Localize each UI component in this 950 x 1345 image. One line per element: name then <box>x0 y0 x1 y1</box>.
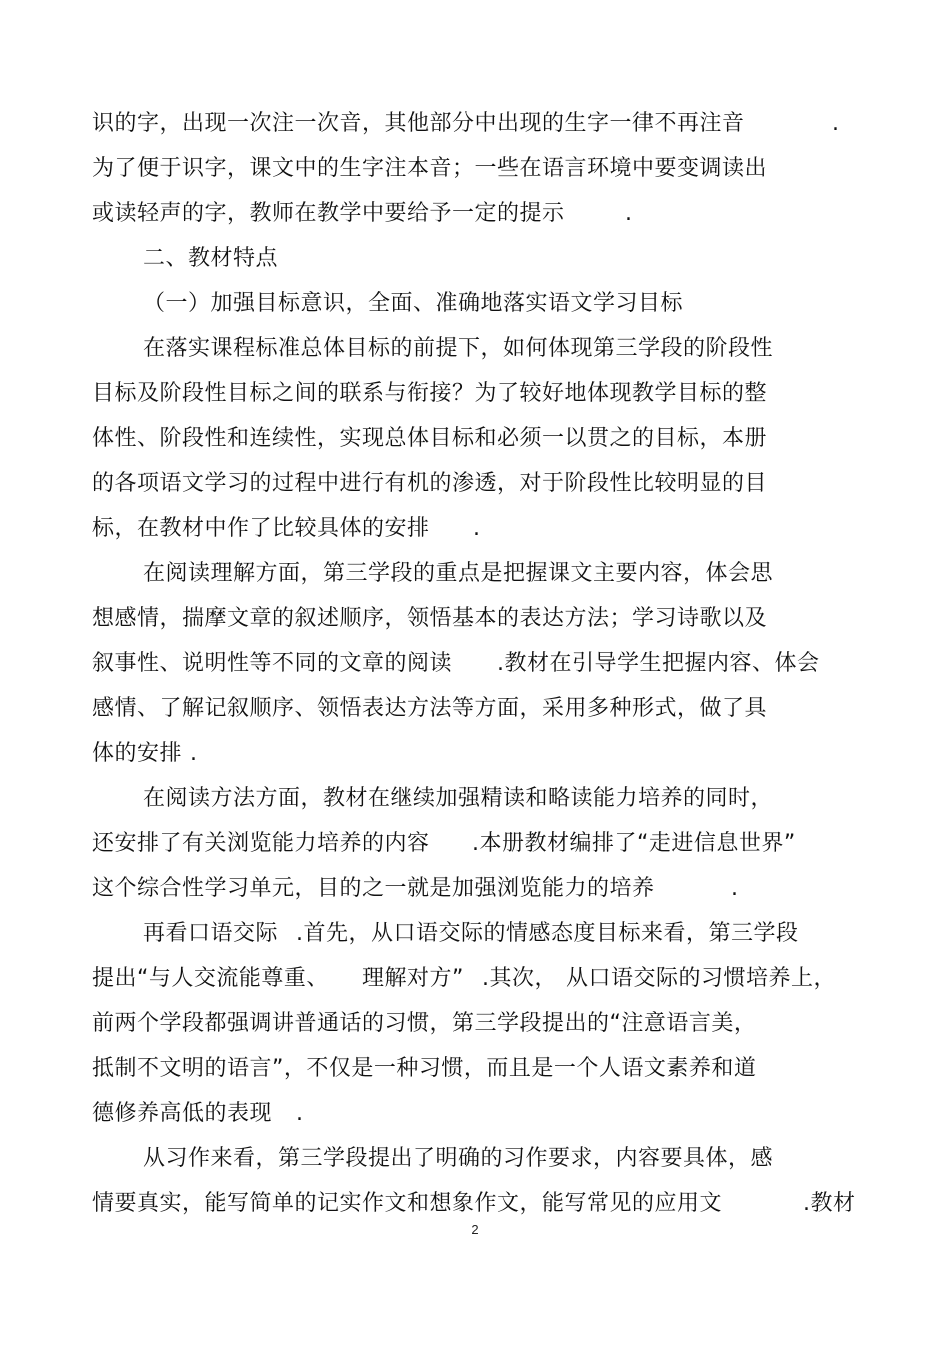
text-line-segment: 还安排了有关浏览能力培养的内容 <box>92 831 430 856</box>
text-line-segment: . <box>190 741 198 766</box>
text-line-segment: 提出“与人交流能尊重、 <box>92 966 329 991</box>
text-line-segment: . <box>296 1101 304 1126</box>
text-line-segment: 感情、了解记叙顺序、领悟表达方法等方面，采用多种形式，做了具 <box>92 696 768 721</box>
text-line-segment: 抵制不文明的语言”，不仅是一种习惯，而且是一个人语文素养和道 <box>92 1056 757 1081</box>
text-line-segment: . <box>731 876 739 901</box>
text-line-segment: . <box>625 201 633 226</box>
text-line-segment: （一）加强目标意识，全面、准确地落实语文学习目标 <box>143 291 684 316</box>
text-line-segment: 再看口语交际 <box>143 921 279 946</box>
text-line-segment: .教材 <box>803 1191 856 1216</box>
text-line-segment: 在阅读方法方面，教材在继续加强精读和略读能力培养的同时， <box>143 786 774 811</box>
text-line-segment: 的各项语文学习的过程中进行有机的渗透，对于阶段性比较明显的目 <box>92 471 768 496</box>
text-line-segment: .首先，从口语交际的情感态度目标来看，第三学段 <box>296 921 799 946</box>
text-line-segment: 在阅读理解方面，第三学段的重点是把握课文主要内容，体会思 <box>143 561 774 586</box>
text-line-segment: 德修养高低的表现 <box>92 1101 273 1126</box>
text-line-segment: .本册教材编排了“走进信息世界” <box>472 831 796 856</box>
text-line-segment: 标，在教材中作了比较具体的安排 <box>92 516 430 541</box>
text-line-segment: 体性、阶段性和连续性，实现总体目标和必须一以贯之的目标，本册 <box>92 426 768 451</box>
text-line-segment: 情要真实，能写简单的记实作文和想象作文，能写常见的应用文 <box>92 1191 723 1216</box>
text-line-segment: . <box>832 111 840 136</box>
text-line-segment: 为了便于识字，课文中的生字注本音；一些在语言环境中要变调读出 <box>92 156 768 181</box>
text-line-segment: . <box>473 516 481 541</box>
text-line-segment: 二、教材特点 <box>143 246 279 271</box>
text-line-segment: 识的字，出现一次注一次音，其他部分中出现的生字一律不再注音 <box>92 111 745 136</box>
page-number: 2 <box>471 1222 479 1237</box>
text-line-segment: 从习作来看，第三学段提出了明确的习作要求，内容要具体，感 <box>143 1146 774 1171</box>
text-line-segment: 体的安排 <box>92 741 183 766</box>
text-line-segment: 在落实课程标准总体目标的前提下，如何体现第三学段的阶段性 <box>143 336 774 361</box>
text-line-segment: .其次， <box>482 966 557 991</box>
text-line-segment: 想感情，揣摩文章的叙述顺序，领悟基本的表达方法；学习诗歌以及 <box>92 606 768 631</box>
text-line-segment: 叙事性、说明性等不同的文章的阅读 <box>92 651 453 676</box>
text-line-segment: 或读轻声的字，教师在教学中要给予一定的提示 <box>92 201 565 226</box>
text-line-segment: 理解对方” <box>362 966 464 991</box>
text-line-segment: .教材在引导学生把握内容、体会 <box>497 651 820 676</box>
text-line-segment: 前两个学段都强调讲普通话的习惯，第三学段提出的“注意语言美， <box>92 1011 757 1036</box>
text-line-segment: 这个综合性学习单元，目的之一就是加强浏览能力的培养 <box>92 876 655 901</box>
text-line-segment: 从口语交际的习惯培养上， <box>566 966 837 991</box>
text-line-segment: 目标及阶段性目标之间的联系与衔接？为了较好地体现教学目标的整 <box>92 381 768 406</box>
